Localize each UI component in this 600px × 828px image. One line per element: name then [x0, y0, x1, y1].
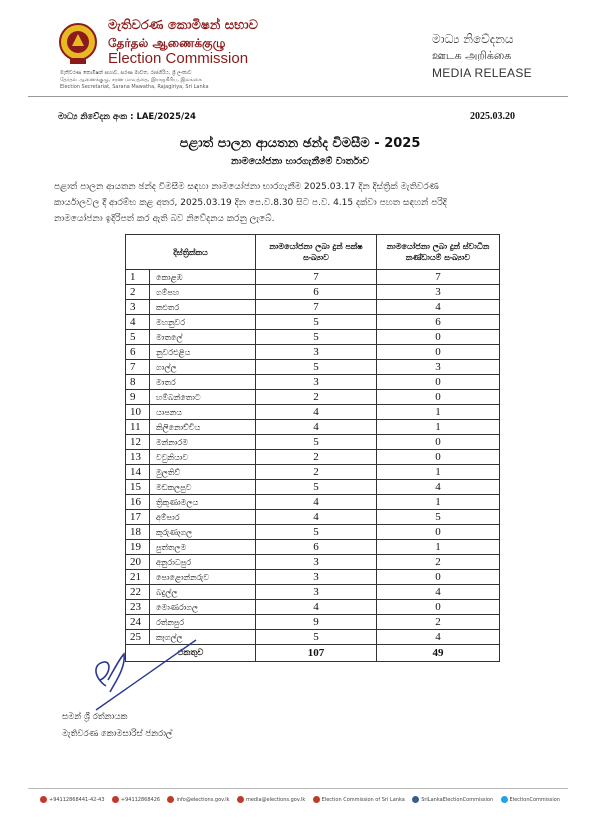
independent-count: 4 [377, 480, 500, 495]
address-line: Election Secretariat, Sarana Mawatha, Rajagiriya, Sri Lanka [60, 84, 209, 90]
footer-phone: +94112868441-42-43 [40, 796, 105, 803]
party-count: 5 [256, 330, 377, 345]
row-number: 10 [126, 405, 150, 420]
row-number: 16 [126, 495, 150, 510]
district-name: ගාල්ල [150, 360, 256, 375]
party-count: 2 [256, 465, 377, 480]
footer-contacts [40, 796, 560, 803]
district-name: නුවරඑළිය [150, 345, 256, 360]
table-row [126, 270, 500, 285]
table-row [126, 570, 500, 585]
district-name: මඩකලපුව [150, 480, 256, 495]
independent-count: 2 [377, 555, 500, 570]
address-line: தேர்தல் ஆணைக்குழு, சரண மாவத்தை, இராஜகிரிய, இலங்கை [60, 77, 202, 83]
district-name: අනුරාධපුර [150, 555, 256, 570]
table-header-row [126, 235, 500, 270]
independent-count: 1 [377, 420, 500, 435]
district-name: මන්නාරම [150, 435, 256, 450]
table-row [126, 465, 500, 480]
phone-icon [40, 796, 47, 803]
party-count: 3 [256, 570, 377, 585]
party-count: 5 [256, 525, 377, 540]
table-row [126, 585, 500, 600]
body-text-line: පළාත් පාලන ආයතන ඡන්ද විමසීම සඳහා නාමයෝජනා භාරගැනීම 2025.03.17 දින දිස්ත්‍රික් මැතිවරණ [54, 182, 439, 192]
table-row [126, 615, 500, 630]
party-count: 5 [256, 480, 377, 495]
document-subtitle: නාමයෝජනා භාරගැනීමේ වාර්තාව [230, 156, 370, 167]
email-icon [237, 796, 244, 803]
party-count: 5 [256, 630, 377, 645]
row-number: 18 [126, 525, 150, 540]
org-name-tamil: தேர்தல் ஆணைக்குழு [108, 36, 226, 50]
table-row [126, 555, 500, 570]
party-count: 4 [256, 405, 377, 420]
district-name: කෑගල්ල [150, 630, 256, 645]
row-number: 24 [126, 615, 150, 630]
row-number: 2 [126, 285, 150, 300]
header-independents: නාමයෝජනා ලබා දුන් ස්වාධීන කණ්ඩායම් සංඛ්‍යාව [377, 235, 500, 270]
row-number: 23 [126, 600, 150, 615]
table-row [126, 405, 500, 420]
district-name: හම්බන්තොට [150, 390, 256, 405]
row-number: 12 [126, 435, 150, 450]
youtube-icon [313, 796, 320, 803]
footer-email[interactable]: info@elections.gov.lk [167, 796, 229, 803]
party-count: 3 [256, 585, 377, 600]
election-commission-emblem-icon [58, 22, 98, 66]
table-row [126, 495, 500, 510]
party-count: 5 [256, 315, 377, 330]
independent-count: 0 [377, 525, 500, 540]
district-name: මාතර [150, 375, 256, 390]
row-number: 19 [126, 540, 150, 555]
org-name-sinhala: මැතිවරණ කොමිෂන් සභාව [108, 18, 258, 33]
table-row [126, 450, 500, 465]
district-name: අම්පාර [150, 510, 256, 525]
table-row [126, 525, 500, 540]
signatory-title: මැතිවරණ කොමසාරිස් ජනරාල් [62, 729, 173, 739]
district-name: මොණරාගල [150, 600, 256, 615]
independent-count: 0 [377, 570, 500, 585]
table-row [126, 360, 500, 375]
party-count: 7 [256, 270, 377, 285]
body-text-line: නාමයෝජනා ඉදිරිපත් කර ඇති බව නිවේදනය කරනු ලැබේ. [54, 214, 275, 224]
independent-count: 1 [377, 405, 500, 420]
nominations-table [125, 234, 500, 662]
reference-number: මාධ්‍ය නිවේදන අංක : LAE/2025/24 [58, 112, 196, 122]
independent-count: 3 [377, 360, 500, 375]
independent-count: 1 [377, 540, 500, 555]
district-name: මහනුවර [150, 315, 256, 330]
header-district: දිස්ත්‍රික්කය [126, 235, 256, 270]
district-name: මාතලේ [150, 330, 256, 345]
table-row [126, 420, 500, 435]
table-row [126, 375, 500, 390]
footer-fax: +94112868426 [112, 796, 160, 803]
twitter-icon [501, 796, 508, 803]
independent-count: 4 [377, 630, 500, 645]
independent-count: 0 [377, 600, 500, 615]
row-number: 4 [126, 315, 150, 330]
independent-count: 0 [377, 330, 500, 345]
party-count: 5 [256, 435, 377, 450]
org-name-english: Election Commission [108, 50, 249, 67]
independent-count: 0 [377, 435, 500, 450]
table-row [126, 390, 500, 405]
email-icon [167, 796, 174, 803]
table-row [126, 600, 500, 615]
row-number: 3 [126, 300, 150, 315]
district-name: බදුල්ල [150, 585, 256, 600]
party-count: 9 [256, 615, 377, 630]
facebook-icon [412, 796, 419, 803]
row-number: 7 [126, 360, 150, 375]
party-count: 2 [256, 450, 377, 465]
address-line: මැතිවරණ කොමිෂන් සභාව, සරණ මාවත, රාජගිරිය, ශ්‍රී ලංකාව [60, 70, 192, 76]
handwritten-signature [86, 636, 204, 716]
row-number: 9 [126, 390, 150, 405]
party-count: 3 [256, 345, 377, 360]
independent-count: 5 [377, 510, 500, 525]
row-number: 13 [126, 450, 150, 465]
table-row [126, 510, 500, 525]
row-number: 11 [126, 420, 150, 435]
district-name: පොළොන්නරුව [150, 570, 256, 585]
table-row [126, 480, 500, 495]
independent-count: 6 [377, 315, 500, 330]
district-name: ත්‍රිකුණාමලය [150, 495, 256, 510]
table-row [126, 315, 500, 330]
footer-media-email[interactable]: media@elections.gov.lk [237, 796, 305, 803]
footer-divider [28, 788, 568, 789]
media-release-sinhala: මාධ්‍ය නිවේදනය [432, 32, 514, 46]
district-name: කළුතර [150, 300, 256, 315]
party-count: 6 [256, 285, 377, 300]
row-number: 22 [126, 585, 150, 600]
district-name: කුරුණෑගල [150, 525, 256, 540]
table-row [126, 330, 500, 345]
header-divider [28, 96, 568, 97]
party-count: 7 [256, 300, 377, 315]
party-count: 4 [256, 600, 377, 615]
row-number: 8 [126, 375, 150, 390]
table-row [126, 540, 500, 555]
party-count: 4 [256, 420, 377, 435]
party-count: 4 [256, 510, 377, 525]
row-number: 21 [126, 570, 150, 585]
total-label: එකතුව [126, 645, 256, 662]
table-row [126, 285, 500, 300]
header-parties: නාමයෝජනා ලබා දුන් පක්ෂ සංඛ්‍යාව [256, 235, 377, 270]
district-name: රත්නපුර [150, 615, 256, 630]
independent-count: 1 [377, 465, 500, 480]
fax-icon [112, 796, 119, 803]
release-date: 2025.03.20 [470, 111, 515, 122]
media-release-english: MEDIA RELEASE [432, 66, 532, 80]
table-row [126, 435, 500, 450]
signatory-name: සමන් ශ්‍රී රත්නායක [62, 712, 128, 722]
district-name: යාපනය [150, 405, 256, 420]
district-name: මුලතිව් [150, 465, 256, 480]
party-count: 6 [256, 540, 377, 555]
row-number: 25 [126, 630, 150, 645]
independent-count: 0 [377, 345, 500, 360]
footer-facebook[interactable]: SriLankaElectionCommission [412, 796, 493, 803]
independent-count: 3 [377, 285, 500, 300]
row-number: 17 [126, 510, 150, 525]
party-count: 3 [256, 555, 377, 570]
party-count: 3 [256, 375, 377, 390]
total-parties: 107 [256, 645, 377, 662]
media-release-tamil: ஊடக அறிக்கை [432, 49, 512, 62]
party-count: 4 [256, 495, 377, 510]
row-number: 5 [126, 330, 150, 345]
party-count: 2 [256, 390, 377, 405]
independent-count: 4 [377, 300, 500, 315]
footer-youtube[interactable]: Election Commission of Sri Lanka [313, 796, 405, 803]
independent-count: 0 [377, 390, 500, 405]
row-number: 6 [126, 345, 150, 360]
district-name: කිලිනොච්චිය [150, 420, 256, 435]
table-row [126, 345, 500, 360]
independent-count: 0 [377, 375, 500, 390]
total-independents: 49 [377, 645, 500, 662]
body-text-line: කාර්යාලවල දී ආරම්භ කළ අතර, 2025.03.19 දින පෙ.ව.8.30 සිට ප.ව. 4.15 දක්වා පහත සඳහන් පරිදි [54, 198, 447, 208]
row-number: 14 [126, 465, 150, 480]
district-name: කොළඹ [150, 270, 256, 285]
independent-count: 7 [377, 270, 500, 285]
independent-count: 2 [377, 615, 500, 630]
document-title: පළාත් පාලන ආයතන ඡන්ද විමසීම - 2025 [179, 136, 421, 151]
district-name: ගම්පහ [150, 285, 256, 300]
district-name: වවුනියාව [150, 450, 256, 465]
independent-count: 4 [377, 585, 500, 600]
party-count: 5 [256, 360, 377, 375]
district-name: පුත්තලම [150, 540, 256, 555]
independent-count: 1 [377, 495, 500, 510]
row-number: 20 [126, 555, 150, 570]
table-row [126, 300, 500, 315]
row-number: 1 [126, 270, 150, 285]
independent-count: 0 [377, 450, 500, 465]
footer-twitter[interactable]: ElectionCommission [501, 796, 560, 803]
row-number: 15 [126, 480, 150, 495]
